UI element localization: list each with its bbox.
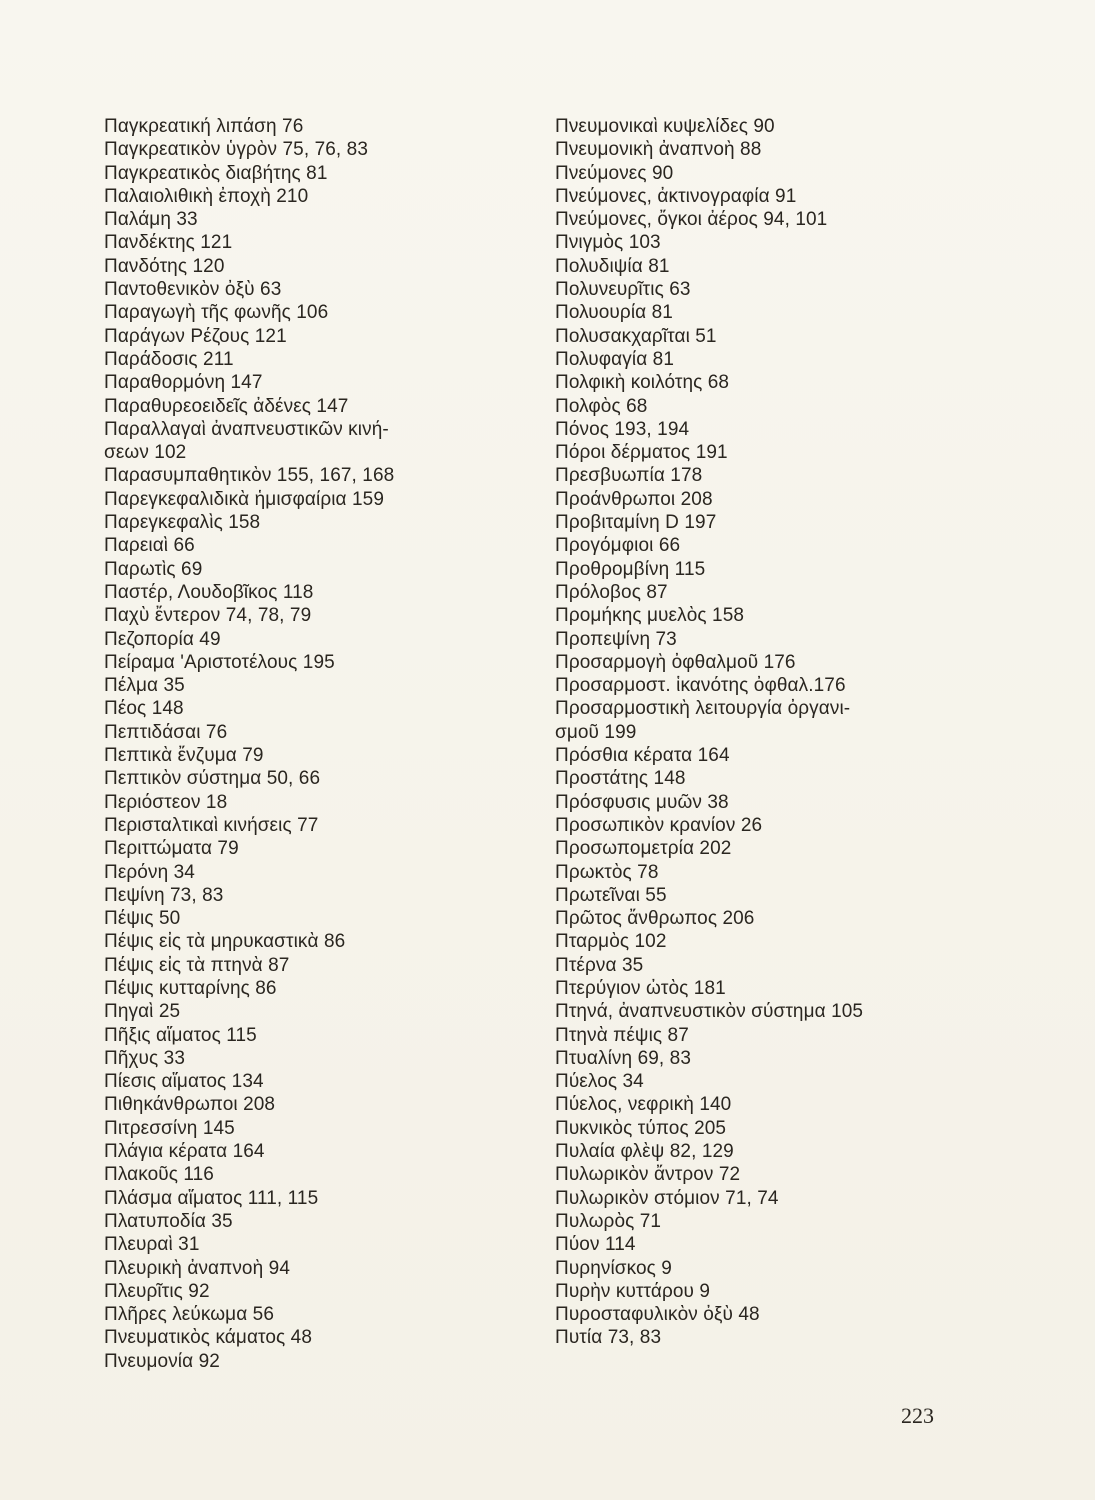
- index-entry: Πύελος, νεφρικὴ 140: [555, 1094, 732, 1116]
- index-entry: Πρεσβυωπία 178: [555, 465, 703, 487]
- index-entry: Πυρηνίσκος 9: [555, 1257, 672, 1279]
- index-entry: Πυρὴν κυττάρου 9: [555, 1280, 711, 1302]
- index-entry: Παστέρ, Λουδοβῖκος 118: [104, 581, 314, 603]
- index-entry: Προσαρμοστικὴ λειτουργία ὀργανι-: [555, 698, 851, 720]
- index-entry: Πιθηκάνθρωποι 208: [104, 1094, 276, 1116]
- index-entry: Πανδότης 120: [104, 255, 225, 277]
- index-entry: Παχὺ ἔντερον 74, 78, 79: [104, 605, 312, 627]
- index-entry: Πολυφαγία 81: [555, 348, 674, 370]
- index-entry: Πλατυποδία 35: [104, 1210, 233, 1232]
- index-entry: Πταρμὸς 102: [555, 931, 667, 953]
- index-entry: Πείραμα 'Αριστοτέλους 195: [104, 651, 335, 673]
- index-entry: Πολφὸς 68: [555, 395, 648, 417]
- index-entry: Παγκρεατική λιπάση 76: [104, 116, 304, 137]
- page-number: 223: [901, 1403, 934, 1428]
- index-entry: Πολυσακχαρῖται 51: [555, 325, 717, 347]
- index-entry: Πηγαὶ 25: [104, 1001, 181, 1023]
- index-entry: Παγκρεατικὸν ὑγρὸν 75, 76, 83: [104, 139, 369, 161]
- index-entry: Πιτρεσσίνη 145: [104, 1117, 235, 1139]
- index-entry: Πίεσις αἵματος 134: [104, 1071, 264, 1093]
- index-entry: Πεπτικὰ ἔνζυμα 79: [104, 745, 264, 767]
- index-entry: Πνεύμονες 90: [555, 162, 674, 184]
- index-entry: Προστάτης 148: [555, 768, 686, 790]
- index-entry: Πλακοῦς 116: [104, 1164, 214, 1186]
- index-entry: Παραλλαγαὶ ἀναπνευστικῶν κινή-: [104, 418, 389, 440]
- index-entry: Πρόλοβος 87: [555, 581, 668, 603]
- index-entry: Πνεύμονες, ἀκτινογραφία 91: [555, 185, 797, 207]
- index-entry: Προάνθρωποι 208: [555, 488, 713, 510]
- index-entry: Πόροι δέρματος 191: [555, 442, 728, 464]
- index-entry: Πυλωρὸς 71: [555, 1210, 662, 1232]
- index-entry: Πνευμονικαὶ κυψελίδες 90: [555, 116, 775, 137]
- index-entry: Πτερύγιον ὠτὸς 181: [555, 977, 726, 999]
- index-entry: Παράδοσις 211: [104, 348, 234, 370]
- index-entry: Πέος 148: [104, 698, 184, 720]
- index-entry: Προσωπομετρία 202: [555, 838, 732, 860]
- index-entry: Παρειαὶ 66: [104, 535, 195, 557]
- index-entry: Προγόμφιοι 66: [555, 535, 681, 557]
- index-entry: Πυλωρικὸν ἄντρον 72: [555, 1164, 741, 1186]
- index-entry: Πτηνὰ πέψις 87: [555, 1024, 689, 1046]
- index-column-left: [104, 115, 514, 1373]
- index-entry: Πυτία 73, 83: [555, 1327, 662, 1349]
- index-entry: Πνευμονικὴ ἀναπνοὴ 88: [555, 139, 762, 161]
- index-entry: Πυλωρικὸν στόμιον 71, 74: [555, 1187, 779, 1209]
- index-entry: Πτυαλίνη 69, 83: [555, 1047, 691, 1069]
- index-entry: Πυκνικὸς τύπος 205: [555, 1117, 727, 1139]
- index-entry: Πεπτιδάσαι 76: [104, 721, 228, 743]
- index-entry-continuation: σμοῦ 199: [555, 721, 637, 743]
- index-entry: Πτέρνα 35: [555, 954, 644, 976]
- index-entry: Πυροσταφυλικὸν ὀξὺ 48: [555, 1304, 760, 1326]
- index-entry: Πλάγια κέρατα 164: [104, 1141, 265, 1163]
- index-entry: Πῆχυς 33: [104, 1047, 186, 1069]
- index-entry: Πλευραὶ 31: [104, 1234, 200, 1256]
- index-entry: Πύον 114: [555, 1234, 636, 1256]
- index-entry: Παλαιολιθικὴ ἐποχὴ 210: [104, 185, 309, 207]
- index-entry: Προβιταμίνη D 197: [555, 512, 717, 534]
- index-entry: Προθρομβίνη 115: [555, 558, 706, 580]
- index-entry: Πέψις εἰς τὰ πτηνὰ 87: [104, 954, 290, 976]
- index-entry: Πρόσθια κέρατα 164: [555, 745, 730, 767]
- index-entry: Παραθυρεοειδεῖς ἀδένες 147: [104, 395, 349, 417]
- index-entry: Πῆξις αἵματος 115: [104, 1024, 257, 1046]
- index-entry: Πτηνά, ἀναπνευστικὸν σύστημα 105: [555, 1001, 864, 1023]
- index-entry: Παλάμη 33: [104, 209, 198, 231]
- index-column-right: [555, 115, 995, 1350]
- index-entry: Πύελος 34: [555, 1071, 644, 1093]
- index-entry: Περιττώματα 79: [104, 838, 239, 860]
- index-entry: Παραθορμόνη 147: [104, 372, 263, 394]
- index-entry: Πολυνευρῖτις 63: [555, 279, 691, 301]
- index-entry: Παρεγκεφαλιδικὰ ἡμισφαίρια 159: [104, 488, 385, 510]
- index-entry: Πλάσμα αἵματος 111, 115: [104, 1187, 319, 1209]
- index-entry-continuation: σεων 102: [104, 442, 187, 464]
- index-entry: Πεζοπορία 49: [104, 628, 221, 650]
- index-entry: Πολφικὴ κοιλότης 68: [555, 372, 730, 394]
- index-entry: Παράγων Ρέζους 121: [104, 325, 287, 347]
- index-entry: Περισταλτικαὶ κινήσεις 77: [104, 814, 319, 836]
- index-entry: Πρῶτος ἄνθρωπος 206: [555, 908, 755, 930]
- index-entry: Περιόστεον 18: [104, 791, 228, 813]
- index-entry: Πλευρῖτις 92: [104, 1280, 210, 1302]
- index-entry: Πολυουρία 81: [555, 302, 673, 324]
- index-entry: Πλῆρες λεύκωμα 56: [104, 1304, 275, 1326]
- index-entry: Πόνος 193, 194: [555, 418, 690, 440]
- index-entry: Πρωκτὸς 78: [555, 861, 659, 883]
- index-entry: Παντοθενικὸν ὀξὺ 63: [104, 279, 282, 301]
- index-entry: Πνιγμὸς 103: [555, 232, 661, 254]
- index-entry: Πνεύμονες, ὄγκοι ἀέρος 94, 101: [555, 209, 828, 231]
- index-entry: Πνευματικὸς κάματος 48: [104, 1327, 312, 1349]
- index-entry: Παρασυμπαθητικὸν 155, 167, 168: [104, 465, 395, 487]
- index-entry: Προπεψίνη 73: [555, 628, 677, 650]
- index-entry: Πρωτεῖναι 55: [555, 884, 667, 906]
- index-entry: Πολυδιψία 81: [555, 255, 670, 277]
- index-entry: Πεπτικὸν σύστημα 50, 66: [104, 768, 321, 790]
- index-entry: Προμήκης μυελὸς 158: [555, 605, 745, 627]
- index-entry: Προσωπικὸν κρανίον 26: [555, 814, 763, 836]
- index-entry: Πέλμα 35: [104, 675, 185, 697]
- index-entry: Πυλαία φλὲψ 82, 129: [555, 1141, 734, 1163]
- index-entry: Παγκρεατικὸς διαβήτης 81: [104, 162, 328, 184]
- index-entry: Προσαρμογὴ ὀφθαλμοῦ 176: [555, 651, 796, 673]
- index-entry: Πλευρικὴ ἀναπνοὴ 94: [104, 1257, 290, 1279]
- index-entry: Πανδέκτης 121: [104, 232, 233, 254]
- index-entry: Παραγωγὴ τῆς φωνῆς 106: [104, 302, 329, 324]
- index-entry: Πέψις εἰς τὰ μηρυκαστικὰ 86: [104, 931, 346, 953]
- index-entry: Πεψίνη 73, 83: [104, 884, 224, 906]
- index-entry: Πρόσφυσις μυῶν 38: [555, 791, 729, 813]
- index-entry: Προσαρμοστ. ἱκανότης ὀφθαλ.176: [555, 675, 846, 697]
- index-entry: Περόνη 34: [104, 861, 195, 883]
- index-entry: Παρεγκεφαλὶς 158: [104, 512, 261, 534]
- index-entry: Πέψις κυτταρίνης 86: [104, 977, 277, 999]
- index-entry: Παρωτὶς 69: [104, 558, 203, 580]
- index-entry: Πνευμονία 92: [104, 1350, 220, 1372]
- index-entry: Πέψις 50: [104, 908, 181, 930]
